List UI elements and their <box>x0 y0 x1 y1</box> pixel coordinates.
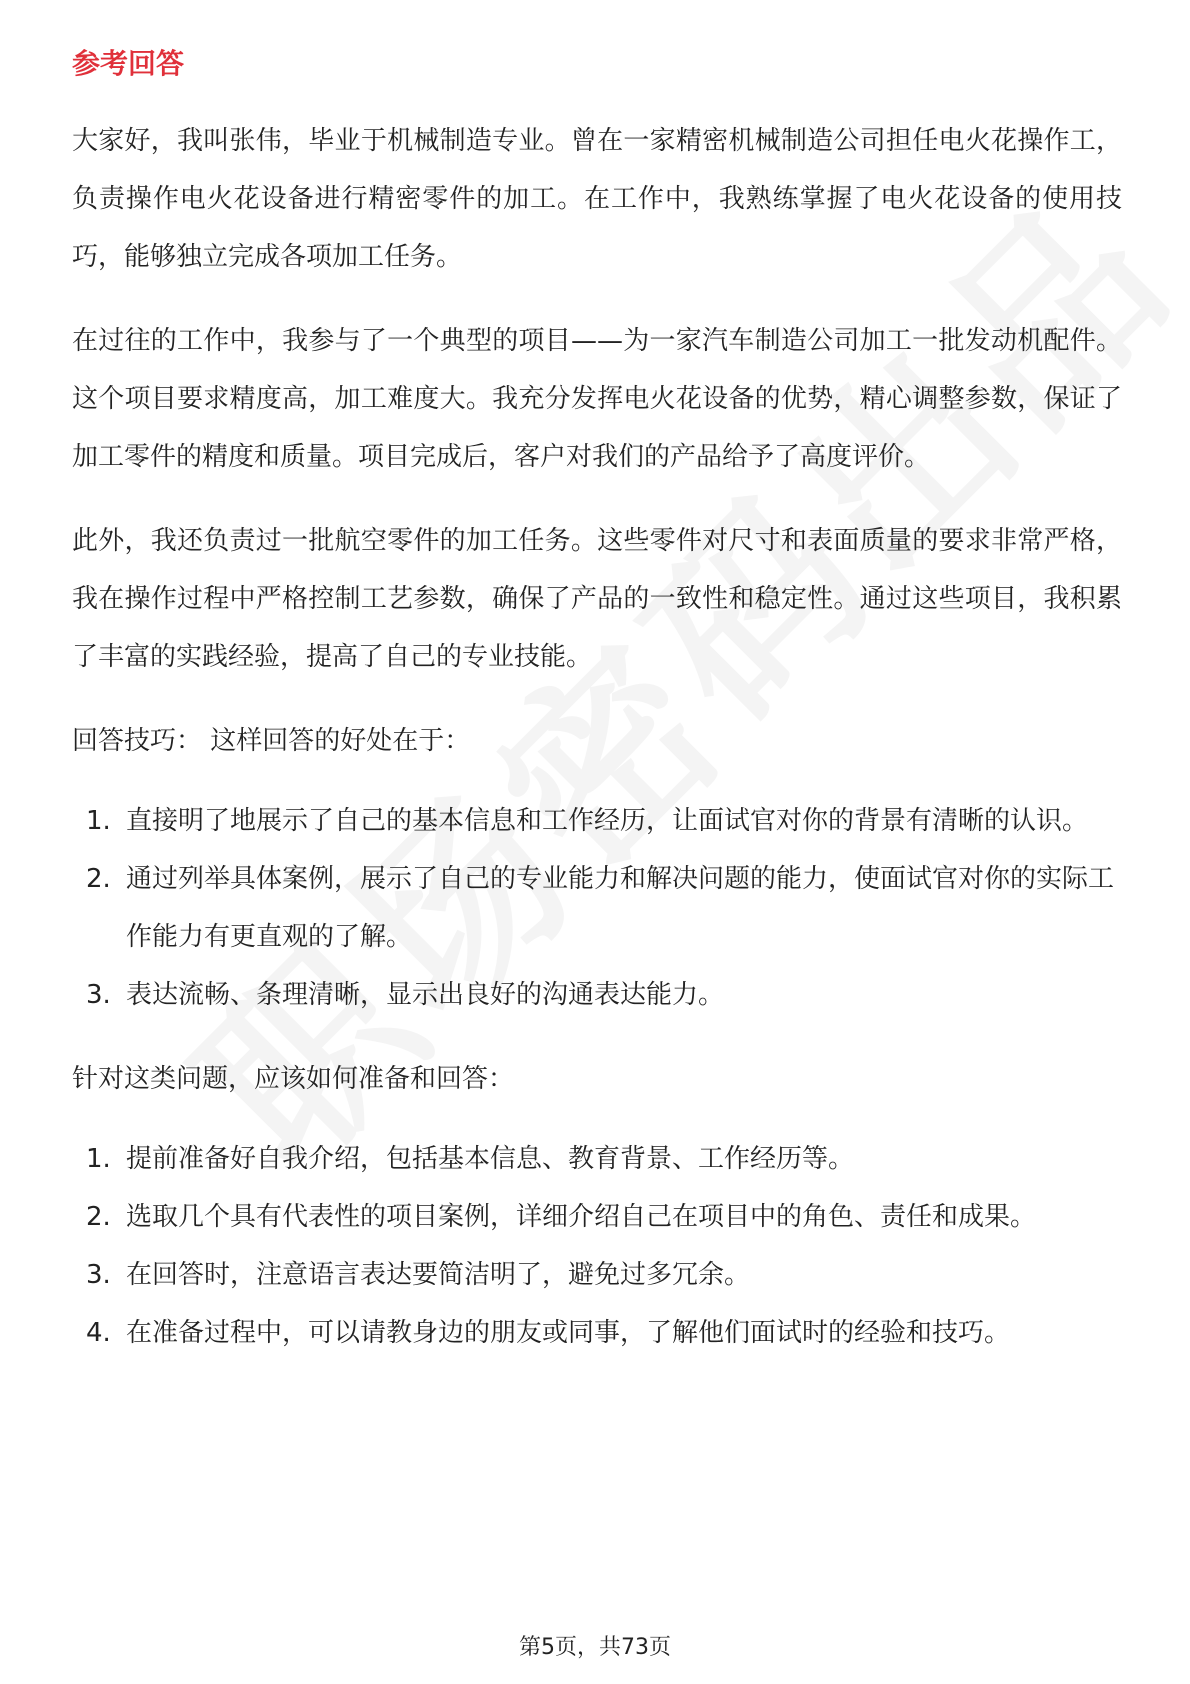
list-item <box>72 1304 1122 1362</box>
list-item <box>72 966 1122 1024</box>
document-body <box>72 44 1122 1388</box>
list-text: 通过列举具体案例，展示了自己的专业能力和解决问题的能力，使面试官对你的实际工作能力有更直观的了解。 <box>126 864 1115 952</box>
paragraph-project: 在过往的工作中，我参与了一个典型的项目——为一家汽车制造公司加工一批发动机配件。这个项目要求精度高，加工难度大。我充分发挥电火花设备的优势，精心调整参数，保证了加工零件的精度和质量。项目完成后，客户对我们的产品给予了高度评价。 <box>72 326 1122 472</box>
list-number: 4. <box>86 1318 111 1348</box>
prep-lead: 针对这类问题，应该如何准备和回答： <box>72 1064 515 1094</box>
list-text: 在准备过程中，可以请教身边的朋友或同事，了解他们面试时的经验和技巧。 <box>126 1318 1011 1348</box>
list-text: 直接明了地展示了自己的基本信息和工作经历，让面试官对你的背景有清晰的认识。 <box>126 806 1089 836</box>
paragraph-intro: 大家好，我叫张伟，毕业于机械制造专业。曾在一家精密机械制造公司担任电火花操作工，负责操作电火花设备进行精密零件的加工。在工作中，我熟练掌握了电火花设备的使用技巧，能够独立完成各项加工任务。 <box>72 126 1122 272</box>
list-number: 2. <box>86 864 111 894</box>
paragraph-aviation: 此外，我还负责过一批航空零件的加工任务。这些零件对尺寸和表面质量的要求非常严格，我在操作过程中严格控制工艺参数，确保了产品的一致性和稳定性。通过这些项目，我积累了丰富的实践经验，提高了自己的专业技能。 <box>72 526 1122 672</box>
list-item <box>72 1246 1122 1304</box>
prep-list <box>72 1130 1122 1362</box>
list-text: 在回答时，注意语言表达要简洁明了，避免过多冗余。 <box>126 1260 751 1290</box>
tips-lead: 回答技巧： 这样回答的好处在于： <box>72 726 471 756</box>
list-item <box>72 850 1122 966</box>
list-item <box>72 792 1122 850</box>
list-number: 3. <box>86 980 111 1010</box>
list-number: 3. <box>86 1260 111 1290</box>
list-item <box>72 1130 1122 1188</box>
page-number: 第5页，共73页 <box>519 1635 671 1660</box>
tips-list <box>72 792 1122 1024</box>
section-heading: 参考回答 <box>72 47 185 80</box>
list-item <box>72 1188 1122 1246</box>
list-text: 提前准备好自我介绍，包括基本信息、教育背景、工作经历等。 <box>126 1144 855 1174</box>
list-text: 选取几个具有代表性的项目案例，详细介绍自己在项目中的角色、责任和成果。 <box>126 1202 1037 1232</box>
list-number: 2. <box>86 1202 111 1232</box>
list-number: 1. <box>86 1144 111 1174</box>
list-text: 表达流畅、条理清晰，显示出良好的沟通表达能力。 <box>126 980 725 1010</box>
list-number: 1. <box>86 806 111 836</box>
